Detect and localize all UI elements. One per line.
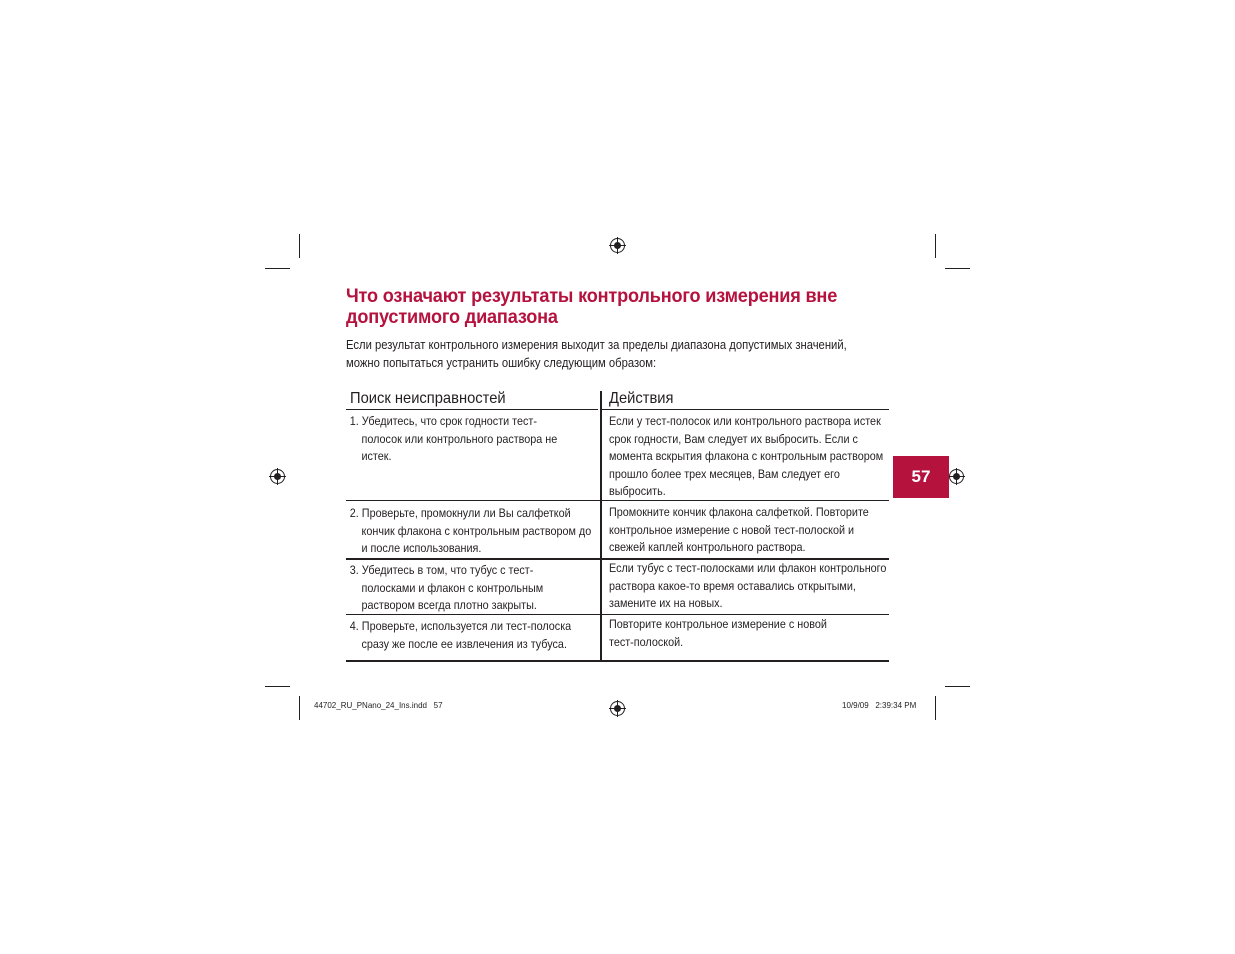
table-cell-action: Промокните кончик флакона салфеткой. Повторите контрольное измерение с новой тест-полоской и свежей каплей контрольного раствора. [609, 505, 869, 554]
header-rule-left [346, 409, 598, 410]
table-cell-action: Если тубус с тест-полосками или флакон контрольного раствора какое-то время оставались открытыми, замените их на новых. [609, 561, 887, 610]
slug-file-info: 44702_RU_PNano_24_Ins.indd 57 [314, 701, 443, 710]
header-rule-right [602, 409, 889, 410]
crop-mark-top-left-h [265, 268, 290, 269]
registration-mark-icon [609, 237, 626, 254]
crop-mark-bottom-right-h [945, 686, 970, 687]
table-bottom-rule [346, 660, 889, 662]
registration-mark-icon [948, 468, 965, 485]
crop-mark-top-right-h [945, 268, 970, 269]
crop-mark-bottom-left-h [265, 686, 290, 687]
crop-mark-top-left-v [299, 234, 300, 258]
table-cell-problem: 4. Проверьте, используется ли тест-полоска сразу же после ее извлечения из тубуса. [349, 619, 572, 651]
crop-mark-bottom-right-v [935, 696, 936, 720]
table-cell-problem: 2. Проверьте, промокнули ли Вы салфеткой кончик флакона с контрольным раствором до и после использования. [349, 506, 592, 555]
column-divider [600, 391, 602, 661]
page-title: Что означают результаты контрольного измерения вне допустимого диапазона [346, 285, 838, 328]
column-header-problem: Поиск неисправностей [350, 390, 506, 407]
column-header-action: Действия [609, 390, 674, 407]
table-cell-problem: 3. Убедитесь в том, что тубус с тест-полосками и флакон с контрольным раствором всегда плотно закрыты. [349, 563, 544, 612]
crop-mark-bottom-left-v [299, 696, 300, 720]
table-cell-action: Повторите контрольное измерение с новой тест-полоской. [609, 617, 827, 649]
table-cell-problem: 1. Убедитесь, что срок годности тест-полосок или контрольного раствора не истек. [349, 414, 558, 463]
registration-mark-icon [269, 468, 286, 485]
intro-paragraph: Если результат контрольного измерения выходит за пределы диапазона допустимых значений, можно попытаться устранить ошибку следующим образом: [346, 338, 847, 370]
crop-mark-top-right-v [935, 234, 936, 258]
table-cell-action: Если у тест-полосок или контрольного раствора истек срок годности, Вам следует их выбросить. Если с момента вскрытия флакона с контрольным раствором прошло более трех месяцев, Вам следует его выбросить. [609, 414, 884, 498]
slug-datetime: 10/9/09 2:39:34 PM [842, 701, 917, 710]
page-number-tab: 57 [893, 456, 949, 498]
registration-mark-icon [609, 700, 626, 717]
